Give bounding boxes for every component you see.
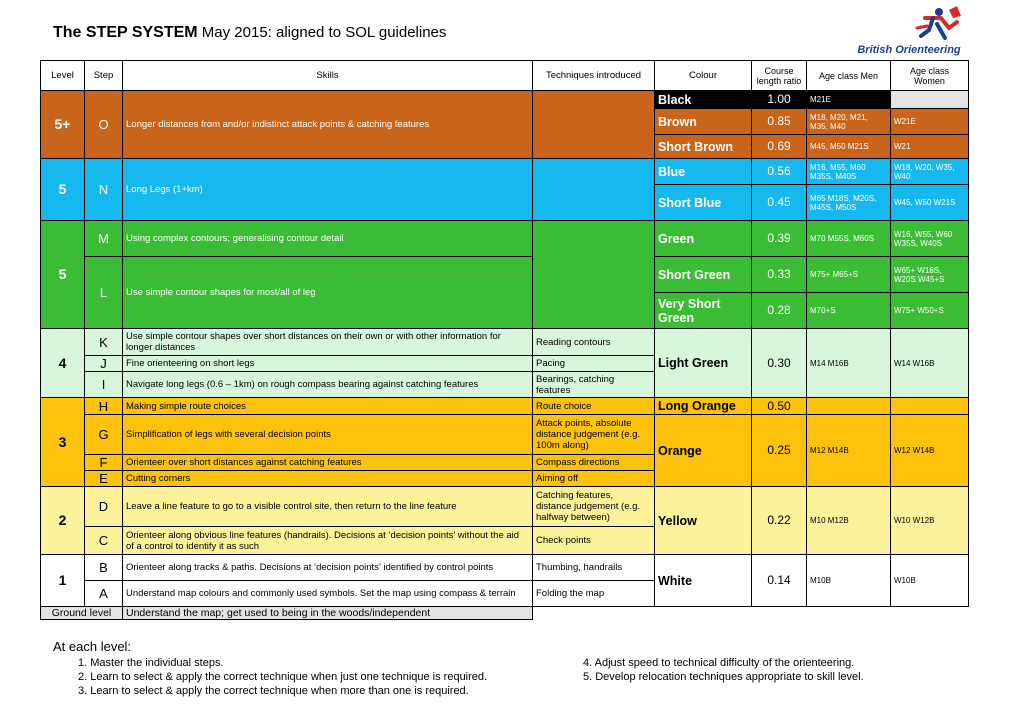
ratio-cell: 0.14 [752, 555, 807, 607]
technique-cell: Thumbing, handrails [533, 555, 655, 581]
step-cell: J [85, 356, 123, 372]
step-cell: B [85, 555, 123, 581]
header-ratio: Course length ratio [752, 61, 807, 91]
title-rest: May 2015: aligned to SOL guidelines [197, 24, 447, 41]
step-cell: I [85, 372, 123, 398]
technique-cell: Compass directions [533, 455, 655, 471]
header-women: Age class Women [891, 61, 969, 91]
level-cell: 4 [41, 329, 85, 398]
women-cell: W75+ W50+S [891, 293, 969, 329]
technique-cell: Pacing [533, 356, 655, 372]
men-cell: M65 M18S, M20S, M45S, M50S [807, 185, 891, 221]
table-row [41, 607, 969, 620]
technique-cell: Route choice [533, 398, 655, 415]
footer-heading: At each level: [53, 639, 132, 654]
ratio-cell: 0.30 [752, 329, 807, 398]
step-cell: G [85, 415, 123, 455]
women-cell [891, 398, 969, 415]
men-cell [807, 398, 891, 415]
step-cell: N [85, 159, 123, 221]
men-cell: M70 M55S, M60S [807, 221, 891, 257]
step-cell: M [85, 221, 123, 257]
women-cell: W21E [891, 109, 969, 135]
technique-cell: Reading contours [533, 329, 655, 356]
header-men: Age class Men [807, 61, 891, 91]
table-row [41, 91, 969, 109]
ground-skill-cell: Understand the map; get used to being in the woods/independent [123, 607, 533, 620]
women-cell [891, 91, 969, 109]
ratio-cell: 0.25 [752, 415, 807, 487]
colour-cell: Brown [655, 109, 752, 135]
header-step: Step [85, 61, 123, 91]
logo-text: British Orienteering [857, 44, 961, 56]
women-cell: W16, W55, W60 W35S, W40S [891, 221, 969, 257]
colour-cell: Yellow [655, 487, 752, 555]
step-cell: H [85, 398, 123, 415]
step-cell: F [85, 455, 123, 471]
step-cell: E [85, 471, 123, 487]
table-row [41, 398, 969, 415]
step-cell: C [85, 527, 123, 555]
title-bold: The STEP SYSTEM [53, 24, 198, 41]
level-cell: 5+ [41, 91, 85, 159]
step-cell: A [85, 581, 123, 607]
skill-cell: Long Legs (1+km) [123, 159, 533, 221]
ratio-cell: 0.50 [752, 398, 807, 415]
runner-icon [853, 4, 965, 46]
technique-cell: Aiming off [533, 471, 655, 487]
step-cell: O [85, 91, 123, 159]
colour-cell: Blue [655, 159, 752, 185]
technique-cell [533, 91, 655, 159]
british-orienteering-logo [853, 4, 965, 60]
header-techniques: Techniques introduced [533, 61, 655, 91]
skill-cell: Understand map colours and commonly used symbols. Set the map using compass & terrain [123, 581, 533, 607]
level-cell: 5 [41, 221, 85, 329]
men-cell: M16, M55, M60 M35S, M40S [807, 159, 891, 185]
skill-cell: Use simple contour shapes for most/all of leg [123, 257, 533, 329]
colour-cell: White [655, 555, 752, 607]
list-item: 1. Master the individual steps. [78, 657, 224, 669]
level-cell: 2 [41, 487, 85, 555]
technique-cell: Bearings, catching features [533, 372, 655, 398]
level-cell: 5 [41, 159, 85, 221]
ratio-cell: 0.69 [752, 135, 807, 159]
list-item: 4. Adjust speed to technical difficulty of the orienteering. [583, 657, 855, 669]
women-cell: W12 W14B [891, 415, 969, 487]
level-cell: 3 [41, 398, 85, 487]
technique-cell: Folding the map [533, 581, 655, 607]
skill-cell: Fine orienteering on short legs [123, 356, 533, 372]
skill-cell: Use simple contour shapes over short distances on their own or with other information for longer distances [123, 329, 533, 356]
skill-cell: Cutting corners [123, 471, 533, 487]
ratio-cell: 0.33 [752, 257, 807, 293]
header-row [41, 61, 969, 91]
step-cell: D [85, 487, 123, 527]
technique-cell [533, 221, 655, 329]
skill-cell: Longer distances from and/or indistinct attack points & catching features [123, 91, 533, 159]
ratio-cell: 1.00 [752, 91, 807, 109]
ratio-cell: 0.56 [752, 159, 807, 185]
list-item: 3. Learn to select & apply the correct technique when more than one is required. [78, 685, 469, 697]
women-cell: W65+ W18S, W20S W45+S [891, 257, 969, 293]
colour-cell: Very Short Green [655, 293, 752, 329]
list-item: 2. Learn to select & apply the correct technique when just one technique is required. [78, 671, 488, 683]
skill-cell: Leave a line feature to go to a visible control site, then return to the line feature [123, 487, 533, 527]
table-row [41, 415, 969, 455]
colour-cell: Light Green [655, 329, 752, 398]
women-cell: W21 [891, 135, 969, 159]
ratio-cell: 0.39 [752, 221, 807, 257]
step-system-table [40, 60, 969, 620]
technique-cell: Catching features, distance judgement (e.g. halfway between) [533, 487, 655, 527]
list-item: 5. Develop relocation techniques appropriate to skill level. [583, 671, 864, 683]
table-row [41, 159, 969, 185]
step-cell: L [85, 257, 123, 329]
men-cell: M70+S [807, 293, 891, 329]
table-row [41, 555, 969, 581]
skill-cell: Using complex contours; generalising contour detail [123, 221, 533, 257]
colour-cell: Short Brown [655, 135, 752, 159]
table-row [41, 329, 969, 356]
men-cell: M10 M12B [807, 487, 891, 555]
skill-cell: Navigate long legs (0.6 – 1km) on rough compass bearing against catching features [123, 372, 533, 398]
footer-list-right [583, 657, 864, 685]
page-title [53, 24, 446, 42]
men-cell: M21E [807, 91, 891, 109]
skill-cell: Orienteer over short distances against catching features [123, 455, 533, 471]
women-cell: W45, W50 W21S [891, 185, 969, 221]
women-cell: W14 W16B [891, 329, 969, 398]
header-skills: Skills [123, 61, 533, 91]
level-cell: 1 [41, 555, 85, 607]
skill-cell: Making simple route choices [123, 398, 533, 415]
ground-level-cell: Ground level [41, 607, 123, 620]
table-row [41, 257, 969, 293]
skill-cell: Orienteer along obvious line features (handrails). Decisions at ‘decision points’ without the aid of a control to identify it as such [123, 527, 533, 555]
skill-cell: Orienteer along tracks & paths. Decisions at ‘decision points’ identified by control points [123, 555, 533, 581]
ratio-cell: 0.22 [752, 487, 807, 555]
colour-cell: Black [655, 91, 752, 109]
colour-cell: Green [655, 221, 752, 257]
empty-cell [533, 607, 969, 620]
technique-cell [533, 159, 655, 221]
men-cell: M10B [807, 555, 891, 607]
ratio-cell: 0.85 [752, 109, 807, 135]
colour-cell: Orange [655, 415, 752, 487]
men-cell: M75+ M65+S [807, 257, 891, 293]
header-level: Level [41, 61, 85, 91]
technique-cell: Check points [533, 527, 655, 555]
men-cell: M14 M16B [807, 329, 891, 398]
men-cell: M18, M20, M21, M35, M40 [807, 109, 891, 135]
skill-cell: Simplification of legs with several decision points [123, 415, 533, 455]
step-cell: K [85, 329, 123, 356]
women-cell: W18, W20, W35, W40 [891, 159, 969, 185]
table-row [41, 221, 969, 257]
colour-cell: Short Blue [655, 185, 752, 221]
men-cell: M12 M14B [807, 415, 891, 487]
ratio-cell: 0.28 [752, 293, 807, 329]
header-colour: Colour [655, 61, 752, 91]
table-row [41, 487, 969, 527]
men-cell: M45, M50 M21S [807, 135, 891, 159]
women-cell: W10B [891, 555, 969, 607]
footer-list-left [78, 657, 487, 699]
colour-cell: Short Green [655, 257, 752, 293]
technique-cell: Attack points, absolute distance judgement (e.g. 100m along) [533, 415, 655, 455]
women-cell: W10 W12B [891, 487, 969, 555]
ratio-cell: 0.45 [752, 185, 807, 221]
colour-cell: Long Orange [655, 398, 752, 415]
